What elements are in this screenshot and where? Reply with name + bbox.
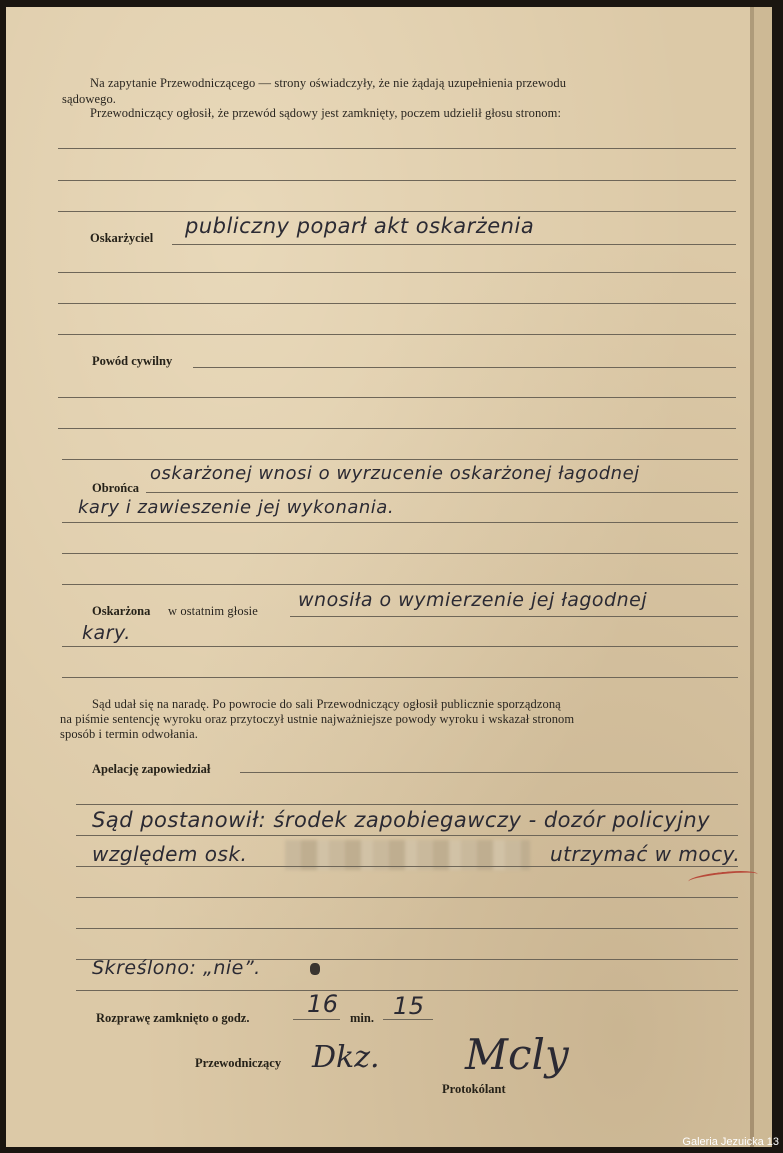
oskarzyciel-label: Oskarżyciel bbox=[90, 231, 154, 245]
ruled-line bbox=[62, 522, 738, 523]
intro-line-3: Przewodniczący ogłosił, że przewód sądowy jest zamknięty, poczem udzielił głosu stronom: bbox=[90, 106, 562, 120]
postanowienie-handwriting-2a: względem osk. bbox=[92, 842, 248, 866]
skreslono-handwriting: Skreślono: „nie”. bbox=[92, 957, 261, 979]
przewodniczacy-label: Przewodniczący bbox=[195, 1056, 282, 1070]
ruled-line bbox=[172, 244, 736, 245]
obronca-label: Obrońca bbox=[92, 481, 139, 495]
ruled-line bbox=[146, 492, 738, 493]
intro-line-2: sądowego. bbox=[62, 92, 117, 106]
apelacje-label: Apelację zapowiedział bbox=[92, 762, 211, 776]
ostatnim-glosie-text: w ostatnim głosie bbox=[168, 604, 258, 618]
obronca-handwriting-2: kary i zawieszenie jej wykonania. bbox=[78, 497, 395, 518]
ruled-line bbox=[58, 180, 736, 181]
ruled-line bbox=[62, 677, 738, 678]
powod-cywilny-label: Powód cywilny bbox=[92, 354, 173, 368]
ruled-line bbox=[58, 211, 736, 212]
ruled-line bbox=[76, 804, 738, 805]
ruled-line bbox=[76, 990, 738, 991]
oskarzyciel-handwriting: publiczny poparł akt oskarżenia bbox=[185, 214, 535, 238]
ruled-line bbox=[58, 272, 736, 273]
ruled-line bbox=[62, 459, 738, 460]
ruled-line bbox=[240, 772, 738, 773]
ruled-line bbox=[62, 646, 738, 647]
min-label: min. bbox=[350, 1011, 374, 1025]
obronca-handwriting-1: oskarżonej wnosi o wyrzucenie oskarżonej łagodnej bbox=[150, 463, 640, 484]
ruled-line bbox=[62, 553, 738, 554]
protokolant-signature: Mcly bbox=[465, 1030, 569, 1079]
ruled-line bbox=[58, 148, 736, 149]
ruled-line bbox=[76, 897, 738, 898]
min-value: 15 bbox=[393, 992, 425, 1020]
oskarzona-handwriting-1: wnosiła o wymierzenie jej łagodnej bbox=[298, 589, 648, 611]
godz-line bbox=[293, 1019, 340, 1020]
godz-value: 16 bbox=[307, 990, 339, 1018]
zamknieto-label: Rozprawę zamknięto o godz. bbox=[96, 1011, 250, 1025]
ruled-line bbox=[58, 303, 736, 304]
narada-line-1: Sąd udał się na naradę. Po powrocie do sali Przewodniczący ogłosił publicznie sporządzoną bbox=[92, 697, 561, 711]
ruled-line bbox=[58, 397, 736, 398]
postanowienie-handwriting-2b: utrzymać w mocy. bbox=[550, 842, 741, 866]
gallery-credit: Galeria Jezuicka 13 bbox=[682, 1136, 779, 1148]
intro-line-1: Na zapytanie Przewodniczącego — strony oświadczyły, że nie żądają uzupełnienia przewodu bbox=[90, 76, 567, 90]
ruled-line bbox=[76, 835, 738, 836]
ruled-line bbox=[58, 428, 736, 429]
protokolant-label: Protokólant bbox=[442, 1082, 506, 1096]
narada-line-2: na piśmie sentencję wyroku oraz przytoczył ustnie najważniejsze powody wyroku i wskazał stronom bbox=[60, 712, 575, 726]
page-edge bbox=[754, 7, 772, 1147]
oskarzona-label: Oskarżona bbox=[92, 604, 151, 618]
ruled-line bbox=[76, 866, 738, 867]
oskarzona-handwriting-2: kary. bbox=[82, 622, 131, 644]
ruled-line bbox=[76, 928, 738, 929]
ruled-line bbox=[193, 367, 736, 368]
postanowienie-handwriting-1: Sąd postanowił: środek zapobiegawczy - dozór policyjny bbox=[92, 808, 711, 832]
przewodniczacy-signature: Dkz. bbox=[312, 1040, 380, 1075]
ruled-line bbox=[58, 334, 736, 335]
ruled-line bbox=[290, 616, 738, 617]
narada-line-3: sposób i termin odwołania. bbox=[60, 727, 199, 741]
ink-blot bbox=[310, 963, 320, 975]
ruled-line bbox=[62, 584, 738, 585]
